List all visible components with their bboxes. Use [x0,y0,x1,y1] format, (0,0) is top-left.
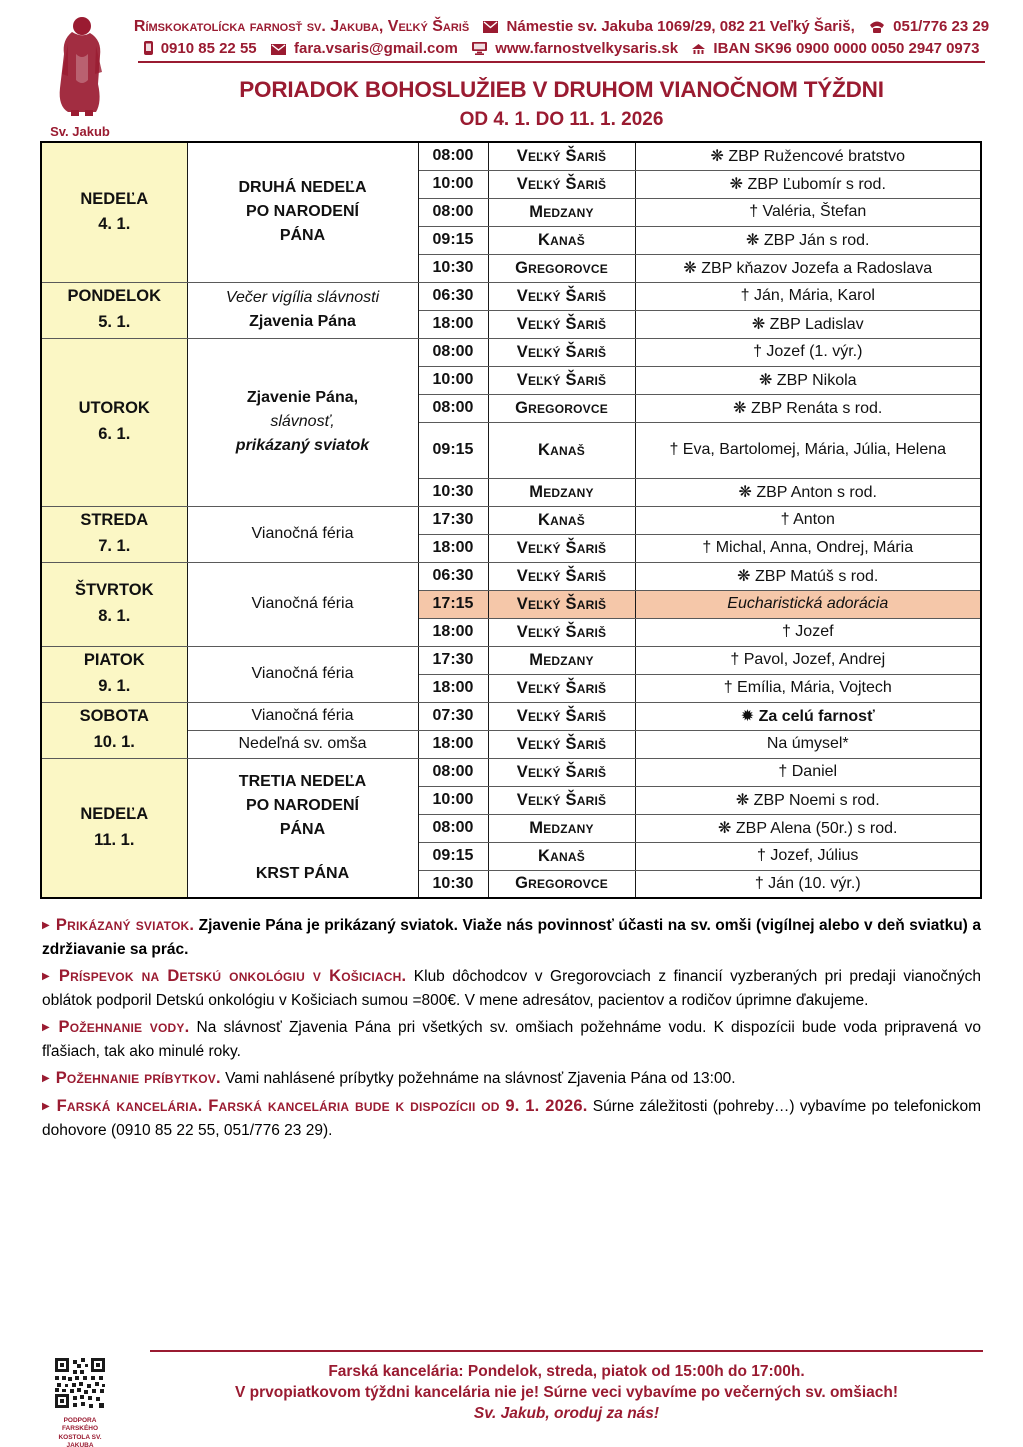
intention-cell: ❋ ZBP Nikola [635,366,981,394]
feast-line: KRST PÁNA [255,864,350,882]
contact-line-1 [130,18,993,36]
note-item [42,913,981,961]
place-cell: Gregorovce [488,254,635,282]
intention-cell: ❋ ZBP kňazov Jozefa a Radoslava [635,254,981,282]
mobile-phone-icon [144,41,153,55]
place-cell: Veľký Šariš [488,786,635,814]
day-name: PONDELOK [67,287,161,306]
intention-cell: ❋ ZBP Ľubomír s rod. [635,170,981,198]
day-date: 4. 1. [98,215,131,234]
time-cell: 07:30 [418,702,488,730]
day-name: ŠTVRTOK [74,581,154,600]
feast-cell [187,506,418,562]
place-cell: Veľký Šariš [488,338,635,366]
day-name: SOBOTA [79,707,149,726]
feast-line: Večer vigília slávnosti [225,289,380,306]
header [130,18,993,63]
feast-line: slávnosť, [270,413,335,430]
intention-cell: ❋ ZBP Anton s rod. [635,478,981,506]
day-date: 9. 1. [98,677,131,695]
day-date: 5. 1. [98,313,131,331]
footer [40,1350,983,1447]
day-cell [41,702,187,758]
feast-cell [187,142,418,282]
footer-office-hours: Farská kancelária: Pondelok, streda, piatok od 15:00h do 17:00h. [328,1363,805,1380]
day-cell [41,758,187,898]
place-cell: Veľký Šariš [488,170,635,198]
feast-line [192,842,414,862]
day-name: NEDEĽA [80,189,149,208]
parish-logo-icon [38,14,122,118]
time-cell: 10:30 [418,254,488,282]
feast-cell: Nedeľná sv. omša [187,730,418,758]
feast-line: DRUHÁ NEDEĽA [238,179,367,197]
intention-cell: Na úmysel* [635,730,981,758]
place-cell: Medzany [488,478,635,506]
intention-cell: † Emília, Mária, Vojtech [635,674,981,702]
phone-icon [869,20,885,33]
feast-cell [187,338,418,506]
place-cell: Veľký Šariš [488,702,635,730]
note-header: Farská kancelária. Farská kancelária bude k dispozícii od 9. 1. 2026. [56,1096,588,1115]
parish-iban: IBAN SK96 0900 0000 0050 2947 0973 [713,40,980,57]
day-date: 11. 1. [94,830,135,849]
intention-cell: ❋ ZBP Ružencové bratstvo [635,142,981,170]
note-header: Požehnanie príbytkov. [55,1069,221,1087]
time-cell: 08:00 [418,758,488,786]
feast-line: TRETIA NEDEĽA [238,772,367,790]
footer-invocation: Sv. Jakub, oroduj za nás! [473,1405,660,1422]
feast-line: PO NARODENÍ [246,796,359,814]
note-item [42,1015,981,1063]
place-cell: Kanaš [488,506,635,534]
time-cell: 08:00 [418,338,488,366]
qr-code [53,1356,107,1410]
feast-line: Vianočná féria [251,665,354,682]
place-cell: Kanaš [488,842,635,870]
page-subtitle: OD 4. 1. DO 11. 1. 2026 [459,109,664,130]
place-cell: Veľký Šariš [488,758,635,786]
email-icon [271,44,286,55]
note-header: Prikázaný sviatok. [55,916,195,934]
feast-line: PÁNA [279,227,326,245]
qr-caption: PODPORA FARSKÉHO KOSTOLA SV. JAKUBA [58,1417,102,1447]
place-cell: Veľký Šariš [488,730,635,758]
logo-caption: Sv. Jakub [50,124,110,139]
day-name: PIATOK [83,651,145,670]
time-cell: 10:00 [418,170,488,198]
place-cell: Medzany [488,814,635,842]
bullet-icon: ▶ [42,1022,53,1033]
intention-cell: † Jozef [635,618,981,646]
time-cell: 09:15 [418,226,488,254]
note-item [42,964,981,1012]
note-body: Na slávnosť Zjavenia Pána pri všetkých sv. omšiach požehnáme vodu. K dispozícii bude voda pripravená vo fľašiach, tak ako minulé roky. [42,1019,981,1060]
parish-name: Rímskokatolícka farnosť sv. Jakuba, Veľký Šariš [133,18,470,35]
time-cell: 18:00 [418,674,488,702]
day-date: 8. 1. [98,607,131,625]
intention-cell: Eucharistická adorácia [635,590,981,618]
place-cell: Veľký Šariš [488,534,635,562]
time-cell: 08:00 [418,814,488,842]
day-cell [41,142,187,282]
parish-email: fara.vsaris@gmail.com [293,40,458,57]
announcements [42,913,981,1142]
time-cell: 10:00 [418,366,488,394]
feast-cell [187,282,418,338]
intention-cell: ❋ ZBP Noemi s rod. [635,786,981,814]
note-header: Požehnanie vody. [58,1018,190,1036]
feast-line: Zjavenia Pána [249,313,356,330]
bullet-icon: ▶ [42,1100,51,1112]
time-cell: 09:15 [418,422,488,478]
time-cell: 18:00 [418,310,488,338]
intention-cell: † Pavol, Jozef, Andrej [635,646,981,674]
intention-cell: † Ján (10. výr.) [635,870,981,898]
time-cell: 17:30 [418,506,488,534]
logo-block [30,14,130,139]
place-cell: Gregorovce [488,870,635,898]
intention-cell: † Jozef (1. výr.) [635,338,981,366]
place-cell: Veľký Šariš [488,562,635,590]
bank-icon [692,44,705,55]
day-name: STREDA [80,511,149,530]
intention-cell: ❋ ZBP Ján s rod. [635,226,981,254]
time-cell: 18:00 [418,534,488,562]
place-cell: Veľký Šariš [488,310,635,338]
place-cell: Medzany [488,198,635,226]
note-body: Zjavenie Pána je prikázaný sviatok. Viaže nás povinnosť účasti na sv. omši (vigílnej alebo v deň sviatku) a zdržiavanie sa prác. [42,917,981,958]
contact-line-2 [138,38,986,63]
time-cell: 10:30 [418,478,488,506]
note-body: Klub dôchodcov v Gregorovciach z financií vyzberaných pri predaji vianočných oblátok podporil Detskú onkológiu v Košiciach sumou =800€. V mene adresátov, pacientov a rodičov úprimne ďakujeme. [42,968,981,1009]
intention-cell: † Anton [635,506,981,534]
day-cell [41,562,187,646]
feast-cell [187,758,418,898]
note-body: Súrne záležitosti (pohreby…) vybavíme po telefonickom dohovore (0910 85 22 55, 051/776 23 29). [42,1097,981,1139]
parish-website: www.farnostvelkysaris.sk [495,40,679,57]
day-date: 7. 1. [98,537,131,555]
time-cell: 18:00 [418,730,488,758]
intention-cell: † Daniel [635,758,981,786]
bullet-icon: ▶ [42,1073,50,1084]
parish-mobile: 0910 85 22 55 [160,40,257,57]
day-date: 10. 1. [93,733,135,751]
day-cell [41,646,187,702]
feast-line: Vianočná féria [251,525,354,542]
time-cell: 10:30 [418,870,488,898]
parish-address: Námestie sv. Jakuba 1069/29, 082 21 Veľký Šariš, [506,18,855,35]
intention-cell: † Valéria, Štefan [635,198,981,226]
intention-cell: † Jozef, Július [635,842,981,870]
day-name: UTOROK [78,399,150,418]
bullet-icon: ▶ [42,971,53,982]
qr-block [52,1356,108,1447]
time-cell: 08:00 [418,142,488,170]
intention-cell: † Michal, Anna, Ondrej, Mária [635,534,981,562]
feast-line: Vianočná féria [251,595,354,612]
footer-first-friday-note: V prvopiatkovom týždni kancelária nie je! Súrne veci vybavíme po večerných sv. omšiach! [234,1384,899,1401]
place-cell: Veľký Šariš [488,282,635,310]
bullet-icon: ▶ [42,920,50,931]
place-cell: Kanaš [488,422,635,478]
place-cell: Veľký Šariš [488,674,635,702]
place-cell: Veľký Šariš [488,366,635,394]
day-date: 6. 1. [98,425,131,443]
feast-line: PO NARODENÍ [246,203,359,221]
day-name: NEDEĽA [80,805,149,824]
note-body: Vami nahlásené príbytky požehnáme na slávnosť Zjavenia Pána od 13:00. [225,1070,736,1087]
parish-phone: 051/776 23 29 [893,18,990,35]
feast-cell [187,562,418,646]
time-cell: 08:00 [418,198,488,226]
mass-schedule-table [40,141,982,899]
time-cell: 08:00 [418,394,488,422]
place-cell: Medzany [488,646,635,674]
place-cell: Veľký Šariš [488,618,635,646]
feast-line: Zjavenie Pána, [246,389,359,406]
intention-cell: ❋ ZBP Matúš s rod. [635,562,981,590]
time-cell: 17:15 [418,590,488,618]
place-cell: Kanaš [488,226,635,254]
day-cell [41,282,187,338]
intention-cell: ❋ ZBP Ladislav [635,310,981,338]
intention-cell: ✹ Za celú farnosť [635,702,981,730]
feast-cell: Vianočná féria [187,702,418,730]
schedule-table-body [41,142,981,898]
place-cell: Veľký Šariš [488,142,635,170]
time-cell: 10:00 [418,786,488,814]
intention-cell: ❋ ZBP Alena (50r.) s rod. [635,814,981,842]
feast-line: prikázaný sviatok [235,437,370,454]
place-cell: Gregorovce [488,394,635,422]
time-cell: 17:30 [418,646,488,674]
time-cell: 06:30 [418,282,488,310]
envelope-icon [483,21,498,33]
day-cell [41,338,187,506]
page-title: PORIADOK BOHOSLUŽIEB V DRUHOM VIANOČNOM TÝŽDNI [239,77,884,102]
feast-line: PÁNA [279,820,326,838]
intention-cell: ❋ ZBP Renáta s rod. [635,394,981,422]
place-cell: Veľký Šariš [488,590,635,618]
note-item [42,1066,981,1091]
footer-text [150,1350,983,1423]
time-cell: 18:00 [418,618,488,646]
note-item [42,1094,981,1142]
intention-cell: † Eva, Bartolomej, Mária, Júlia, Helena [635,422,981,478]
feast-cell [187,646,418,702]
note-header: Príspevok na Detskú onkológiu v Košiciach. [58,967,407,985]
intention-cell: † Ján, Mária, Karol [635,282,981,310]
time-cell: 06:30 [418,562,488,590]
website-icon [472,42,487,55]
day-cell [41,506,187,562]
time-cell: 09:15 [418,842,488,870]
